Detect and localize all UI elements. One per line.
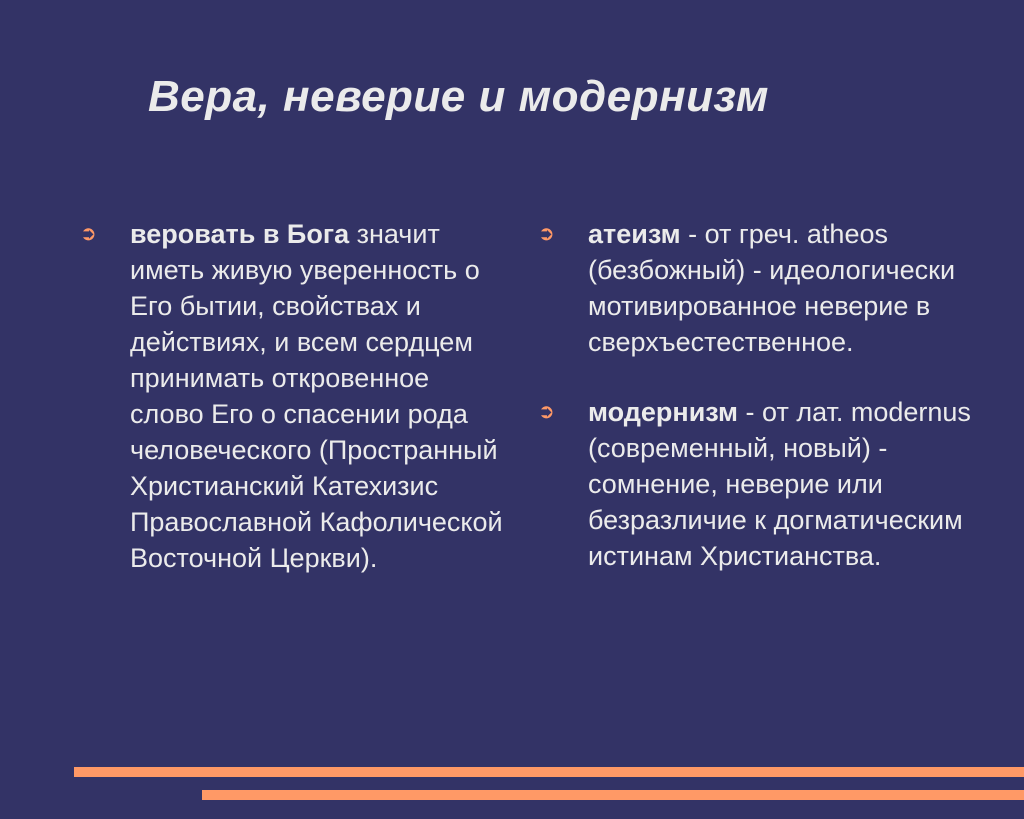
decorative-bar-top (74, 767, 1024, 777)
decorative-bar-bottom (202, 790, 1024, 800)
definition-atheism: - от греч. atheos (безбожный) - идеологически мотивированное неверие в сверхъестественное. (588, 219, 956, 357)
term-modernism: модернизм (588, 397, 739, 427)
right-column-list (538, 216, 1008, 574)
arrow-bullet-icon: ➲ (538, 401, 555, 423)
left-column-list (80, 216, 510, 576)
list-item (80, 216, 510, 576)
arrow-bullet-icon: ➲ (80, 223, 97, 245)
definition-faith: значит иметь живую уверенность о Его бытии, свойствах и действиях, и всем сердцем принимать откровенное слово Его о спасении рода человеческого (Пространный Христианский Катехизис Православной Кафолической Восточной Церкви). (130, 219, 503, 573)
term-atheism: атеизм (588, 219, 681, 249)
arrow-bullet-icon: ➲ (538, 223, 555, 245)
list-item (538, 394, 1008, 574)
term-faith: веровать в Бога (130, 219, 350, 249)
list-item (538, 216, 1008, 360)
definition-modernism: - от лат. modernus (современный, новый) - сомнение, неверие или безразличие к догматическим истинам Христианства. (588, 397, 971, 571)
slide-title: Вера, неверие и модернизм (148, 72, 769, 121)
